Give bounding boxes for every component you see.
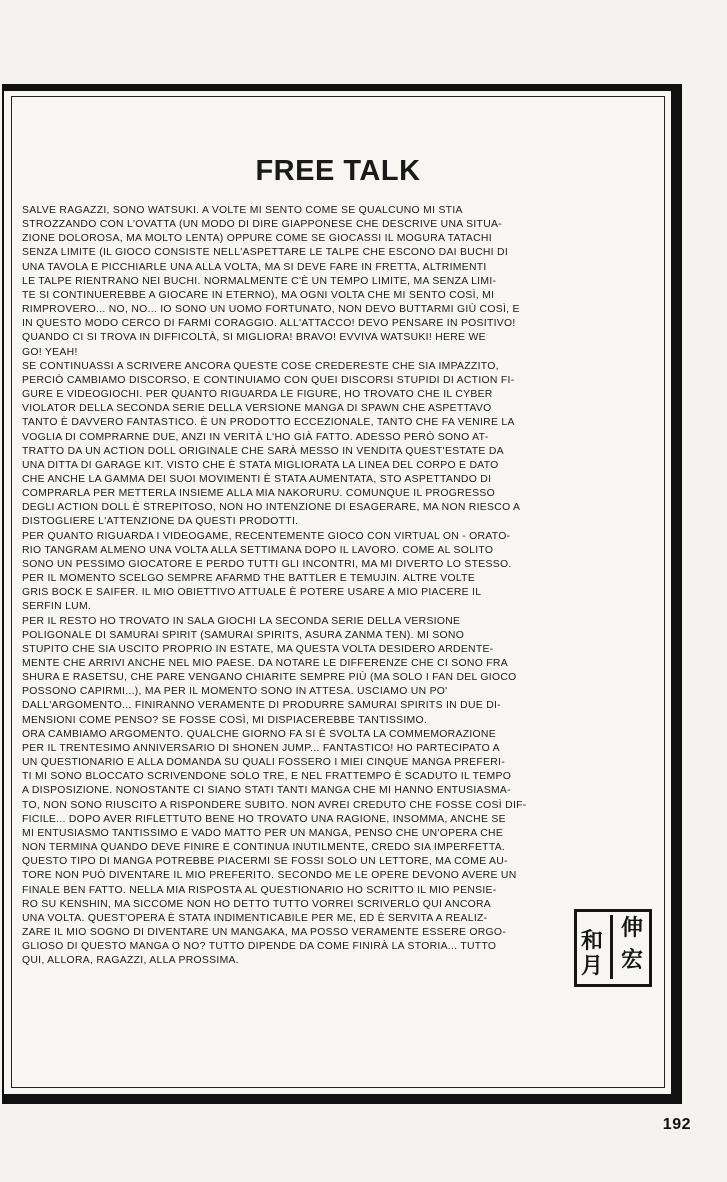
- text-line: MI ENTUSIASMO TANTISSIMO E VADO MATTO PER UN MANGA, PENSO CHE UN'OPERA CHE: [22, 827, 504, 839]
- text-line: PER IL MOMENTO SCELGO SEMPRE AFARMD THE BATTLER E TEMUJIN. ALTRE VOLTE: [22, 573, 476, 585]
- text-line: FICILE... DOPO AVER RIFLETTUTO BENE HO TROVATO UNA RAGIONE, INSOMMA, ANCHE SE: [22, 813, 506, 825]
- text-line: RIMPROVERO... NO, NO... IO SONO UN UOMO FORTUNATO, NON DEVO BUTTARMI GIÙ COSÌ, E: [22, 304, 520, 316]
- text-line: DALL'ARGOMENTO... FINIRANNO VERAMENTE DI PRODURRE SAMURAI SPIRITS IN DUE DI-: [22, 700, 501, 712]
- text-line: VIOLATOR DELLA SECONDA SERIE DELLA VERSIONE MANGA DI SPAWN CHE ASPETTAVO: [22, 403, 492, 415]
- text-line: SALVE RAGAZZI, SONO WATSUKI. A VOLTE MI SENTO COME SE QUALCUNO MI STIA: [22, 205, 463, 216]
- text-line: CHE ANCHE LA GAMMA DEI SUOI MOVIMENTI È STATA AUMENTATA, STO ASPETTANDO DI: [22, 473, 492, 485]
- text-line: DEGLI ACTION DOLL È STREPITOSO, NON HO INTENZIONE DI ESAGERARE, MA NON RIESCO A: [22, 502, 521, 514]
- text-line: COMPRARLA PER METTERLA INSIEME ALLA MIA NAKORURU. COMUNQUE IL PROGRESSO: [22, 488, 496, 500]
- text-line: GO! YEAH!: [22, 346, 78, 358]
- text-line: QUANDO CI SI TROVA IN DIFFICOLTÀ, SI MIGLIORA! BRAVO! EVVIVA WATSUKI! HERE WE: [22, 332, 486, 344]
- text-line: PER QUANTO RIGUARDA I VIDEOGAME, RECENTEMENTE GIOCO CON VIRTUAL ON - ORATO-: [22, 530, 511, 542]
- text-line: TI MI SONO BLOCCATO SCRIVENDONE SOLO TRE, E NEL FRATTEMPO È SCADUTO IL TEMPO: [22, 771, 512, 783]
- text-line: STROZZANDO CON L'OVATTA (UN MODO DI DIRE GIAPPONESE CHE DESCRIVE UNA SITUA-: [22, 219, 502, 231]
- author-seal-stamp: [574, 909, 652, 987]
- page-title: FREE TALK: [255, 155, 421, 187]
- text-line: PERCIÒ CAMBIAMO DISCORSO, E CONTINUIAMO CON QUEI DISCORSI STUPIDI DI ACTION FI-: [22, 374, 515, 386]
- text-line: TRATTO DA UN ACTION DOLL ORIGINALE CHE SARÀ MESSO IN VENDITA QUEST'ESTATE DA: [22, 445, 504, 457]
- text-line: SHURA E RASETSU, CHE PARE VENGANO CHIARITE SEMPRE PIÙ (MA SOLO I FAN DEL GIOCO: [22, 672, 517, 684]
- text-line: UNA VOLTA. QUEST'OPERA È STATA INDIMENTICABILE PER ME, ED È SERVITA A REALIZ-: [22, 912, 488, 924]
- text-line: GRIS BOCK E SAIFER. IL MIO OBIETTIVO ATTUALE È POTERE USARE A MIO PIACERE IL: [22, 587, 482, 599]
- text-line: UNA DITTA DI GARAGE KIT. VISTO CHE È STATA MIGLIORATA LA LINEA DEL CORPO E DATO: [22, 459, 499, 471]
- text-line: STUPITO CHE SIA USCITO PROPRIO IN ESTATE, MA QUESTA VOLTA DESIDERO ARDENTE-: [22, 643, 494, 655]
- text-line: SENZA LIMITE (IL GIOCO CONSISTE NELL'ASPETTARE LE TALPE CHE ESCONO DAI BUCHI DI: [22, 247, 509, 259]
- content-box: [11, 96, 665, 1088]
- text-line: TE SI CONTINUEREBBE A GIOCARE IN ETERNO), MA OGNI VOLTA CHE MI SENTO COSÌ, MI: [22, 289, 495, 301]
- seal-char-2: 宏: [620, 947, 643, 973]
- seal-char-1: 伸: [620, 915, 643, 941]
- text-line: UNA TAVOLA E PICCHIARLE UNA ALLA VOLTA, MA SI DEVE FARE IN FRETTA, ALTRIMENTI: [22, 261, 487, 273]
- text-line: PER IL RESTO HO TROVATO IN SALA GIOCHI LA SECONDA SERIE DELLA VERSIONE: [22, 615, 461, 627]
- text-line: ZIONE DOLOROSA, MA MOLTO LENTA) OPPURE COME SE GIOCASSI IL MOGURA TATACHI: [22, 233, 492, 245]
- text-line: MENSIONI COME PENSO? SE FOSSE COSÌ, MI DISPIACEREBBE TANTISSIMO.: [22, 714, 428, 726]
- text-line: ORA CAMBIAMO ARGOMENTO. QUALCHE GIORNO FA SI È SVOLTA LA COMMEMORAZIONE: [22, 728, 496, 740]
- text-line: QUESTO TIPO DI MANGA POTREBBE PIACERMI SE FOSSI SOLO UN LETTORE, MA COME AU-: [22, 856, 508, 868]
- text-line: SERFIN LUM.: [22, 601, 92, 613]
- text-line: RIO TANGRAM ALMENO UNA VOLTA ALLA SETTIMANA DOPO IL LAVORO. COME AL SOLITO: [22, 544, 494, 556]
- text-line: GLIOSO DI QUESTO MANGA O NO? TUTTO DIPENDE DA COME FINIRÀ LA STORIA... TUTTO: [22, 941, 497, 953]
- body-text: [22, 204, 656, 968]
- text-line: TO, NON SONO RIUSCITO A RISPONDERE SUBITO. NON AVREI CREDUTO CHE FOSSE COSÌ DIF-: [22, 799, 527, 811]
- text-line: LE TALPE RIENTRANO NEI BUCHI. NORMALMENTE C'È UN TEMPO LIMITE, MA SENZA LIMI-: [22, 275, 497, 287]
- text-line: TORE NON PUÒ DIVENTARE IL MIO PREFERITO. SECONDO ME LE OPERE DEVONO AVERE UN: [22, 870, 517, 882]
- text-line: QUI, ALLORA, RAGAZZI, ALLA PROSSIMA.: [22, 955, 239, 967]
- text-line: IN QUESTO MODO CERCO DI FARMI CORAGGIO. ALL'ATTACCO! DEVO PENSARE IN POSITIVO!: [22, 318, 516, 330]
- text-line: VOGLIA DI COMPRARNE DUE, ANZI IN VERITÀ L'HO GIÀ FATTO. ADESSO PERÒ SONO AT-: [22, 431, 489, 443]
- text-line: A DISPOSIZIONE. NONOSTANTE CI SIANO STATI TANTI MANGA CHE MI HANNO ENTUSIASMA-: [22, 785, 511, 797]
- text-line: PER IL TRENTESIMO ANNIVERSARIO DI SHONEN JUMP... FANTASTICO! HO PARTECIPATO A: [22, 742, 500, 754]
- text-line: FINALE BEN FATTO. NELLA MIA RISPOSTA AL QUESTIONARIO HO SCRITTO IL MIO PENSIE-: [22, 884, 497, 896]
- text-line: DISTOGLIERE L'ATTENZIONE DA QUESTI PRODOTTI.: [22, 516, 299, 528]
- text-line: SE CONTINUASSI A SCRIVERE ANCORA QUESTE COSE CREDERESTE CHE SIA IMPAZZITO,: [22, 360, 499, 372]
- text-line: MENTE CHE ARRIVI ANCHE NEL MIO PAESE. DA NOTARE LE DIFFERENZE CHE CI SONO FRA: [22, 658, 508, 669]
- text-line: NON TERMINA QUANDO DEVE FINIRE E CONTINUA INUTILMENTE, CREDO SIA IMPERFETTA.: [22, 842, 506, 854]
- text-line: UN QUESTIONARIO E ALLA DOMANDA SU QUALI FOSSERO I MIEI CINQUE MANGA PREFERI-: [22, 757, 505, 769]
- text-line: TANTO È DAVVERO FANTASTICO. È UN PRODOTTO ECCEZIONALE, TANTO CHE FA VENIRE LA: [22, 417, 515, 429]
- seal-char-4: 月: [581, 953, 604, 979]
- text-line: RO SU KENSHIN, MA SICCOME NON HO DETTO TUTTO VORREI SCRIVERLO QUI ANCORA: [22, 898, 492, 910]
- text-line: GURE E VIDEOGIOCHI. PER QUANTO RIGUARDA LE FIGURE, HO TROVATO CHE IL CYBER: [22, 389, 493, 401]
- text-line: POSSONO CAPIRMI...), MA PER IL MOMENTO SONO IN ATTESA. USCIAMO UN PO': [22, 686, 448, 698]
- text-line: ZARE IL MIO SOGNO DI DIVENTARE UN MANGAKA, MA POSSO VERAMENTE ESSERE ORGO-: [22, 926, 507, 938]
- page-number: 192: [662, 1116, 691, 1133]
- seal-char-3: 和: [581, 928, 604, 954]
- text-line: POLIGONALE DI SAMURAI SPIRIT (SAMURAI SPIRITS, ASURA ZANMA TEN). MI SONO: [22, 629, 465, 641]
- text-line: SONO UN PESSIMO GIOCATORE E PERDO TUTTI GLI INCONTRI, MA MI DIVERTO LO STESSO.: [22, 558, 512, 570]
